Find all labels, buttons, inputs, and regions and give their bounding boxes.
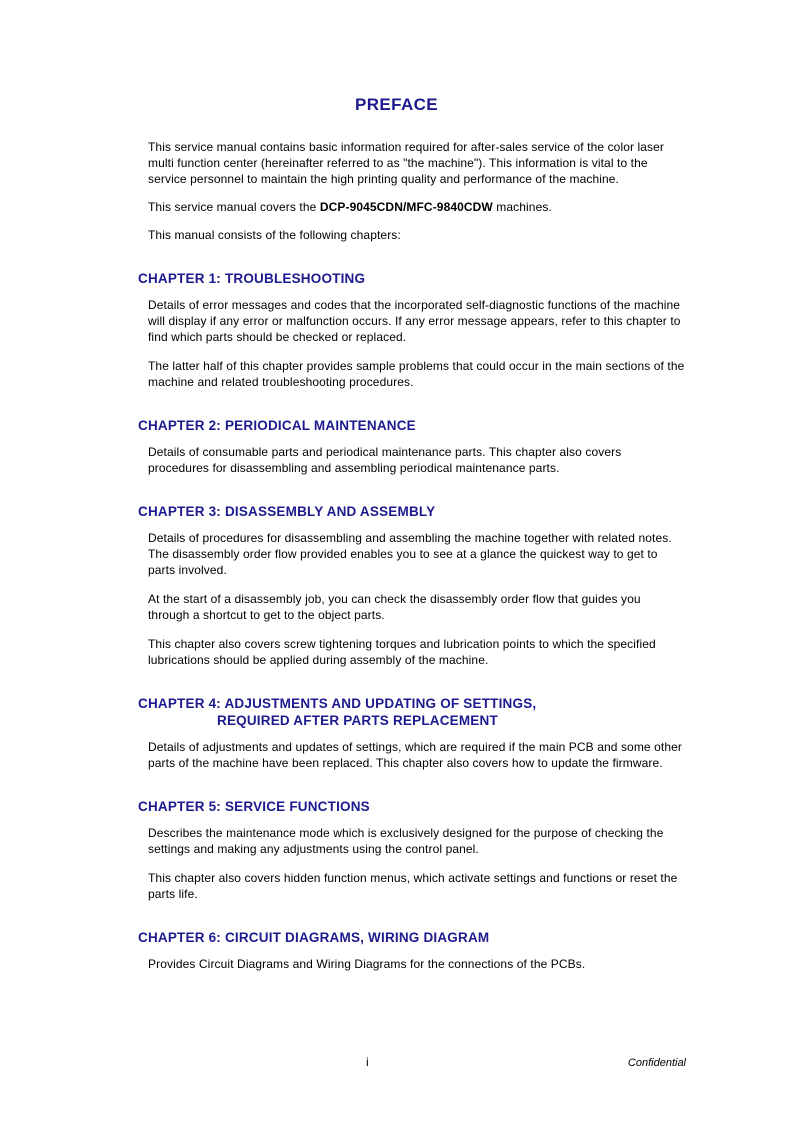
chapter-paragraph: This chapter also covers screw tightening torques and lubrication points to which the specified lubrications should be applied during assembly of the machine. [148, 637, 656, 667]
chapter-paragraph: At the start of a disassembly job, you can check the disassembly order flow that guides you through a shortcut to get to the object parts. [148, 592, 641, 622]
chapter-paragraph: Details of adjustments and updates of settings, which are required if the main PCB and some other parts of the machine have been replaced. This chapter also covers how to update the firmware. [148, 740, 682, 770]
chapter-4-heading-line1: CHAPTER 4: ADJUSTMENTS AND UPDATING OF SETTINGS, [138, 696, 537, 711]
chapter-6-heading: CHAPTER 6: CIRCUIT DIAGRAMS, WIRING DIAGRAM [138, 930, 490, 945]
chapter-2-section [138, 417, 685, 476]
covers-prefix: This service manual covers the [148, 200, 320, 214]
confidential-label: Confidential [627, 1057, 686, 1069]
chapter-4-heading [138, 695, 685, 729]
intro-paragraph-models [148, 199, 685, 215]
chapter-3-section [138, 503, 685, 668]
chapter-1-section [138, 270, 685, 390]
chapter-paragraph: Details of procedures for disassembling and assembling the machine together with related notes. The disassembly order flow provided enables you to see at a glance the quickest way to get to parts involved. [148, 531, 672, 577]
chapter-paragraph: This chapter also covers hidden function menus, which activate settings and functions or reset the parts life. [148, 871, 678, 901]
chapter-paragraph: Describes the maintenance mode which is exclusively designed for the purpose of checking the settings and making any adjustments using the control panel. [148, 826, 664, 856]
chapter-4-heading-line2: REQUIRED AFTER PARTS REPLACEMENT [217, 713, 498, 728]
chapter-6-section [138, 929, 685, 972]
intro-paragraph: This manual consists of the following chapters: [148, 228, 401, 242]
chapter-3-heading: CHAPTER 3: DISASSEMBLY AND ASSEMBLY [138, 504, 436, 519]
intro-section [138, 139, 685, 243]
chapter-1-heading: CHAPTER 1: TROUBLESHOOTING [138, 271, 366, 286]
page-title: PREFACE [354, 95, 439, 114]
chapter-4-section [138, 695, 685, 771]
chapter-paragraph: The latter half of this chapter provides sample problems that could occur in the main sections of the machine and related troubleshooting procedures. [148, 359, 685, 389]
chapter-paragraph: Details of consumable parts and periodical maintenance parts. This chapter also covers procedures for disassembling and assembling periodical maintenance parts. [148, 445, 622, 475]
covers-suffix: machines. [492, 200, 552, 214]
model-names: DCP-9045CDN/MFC-9840CDW [319, 200, 493, 214]
chapter-2-heading: CHAPTER 2: PERIODICAL MAINTENANCE [138, 418, 416, 433]
chapter-5-section [138, 798, 685, 902]
chapter-5-heading: CHAPTER 5: SERVICE FUNCTIONS [138, 799, 370, 814]
chapter-paragraph: Provides Circuit Diagrams and Wiring Diagrams for the connections of the PCBs. [148, 957, 586, 971]
page-number: i [366, 1055, 369, 1069]
intro-paragraph: This service manual contains basic information required for after-sales service of the color laser multi function center (hereinafter referred to as "the machine"). This information is vital to the service personnel to maintain the high printing quality and performance of the machine. [148, 140, 665, 186]
chapter-paragraph: Details of error messages and codes that the incorporated self-diagnostic functions of the machine will display if any error or malfunction occurs. If any error message appears, refer to this chapter to find which parts should be checked or replaced. [148, 298, 681, 344]
